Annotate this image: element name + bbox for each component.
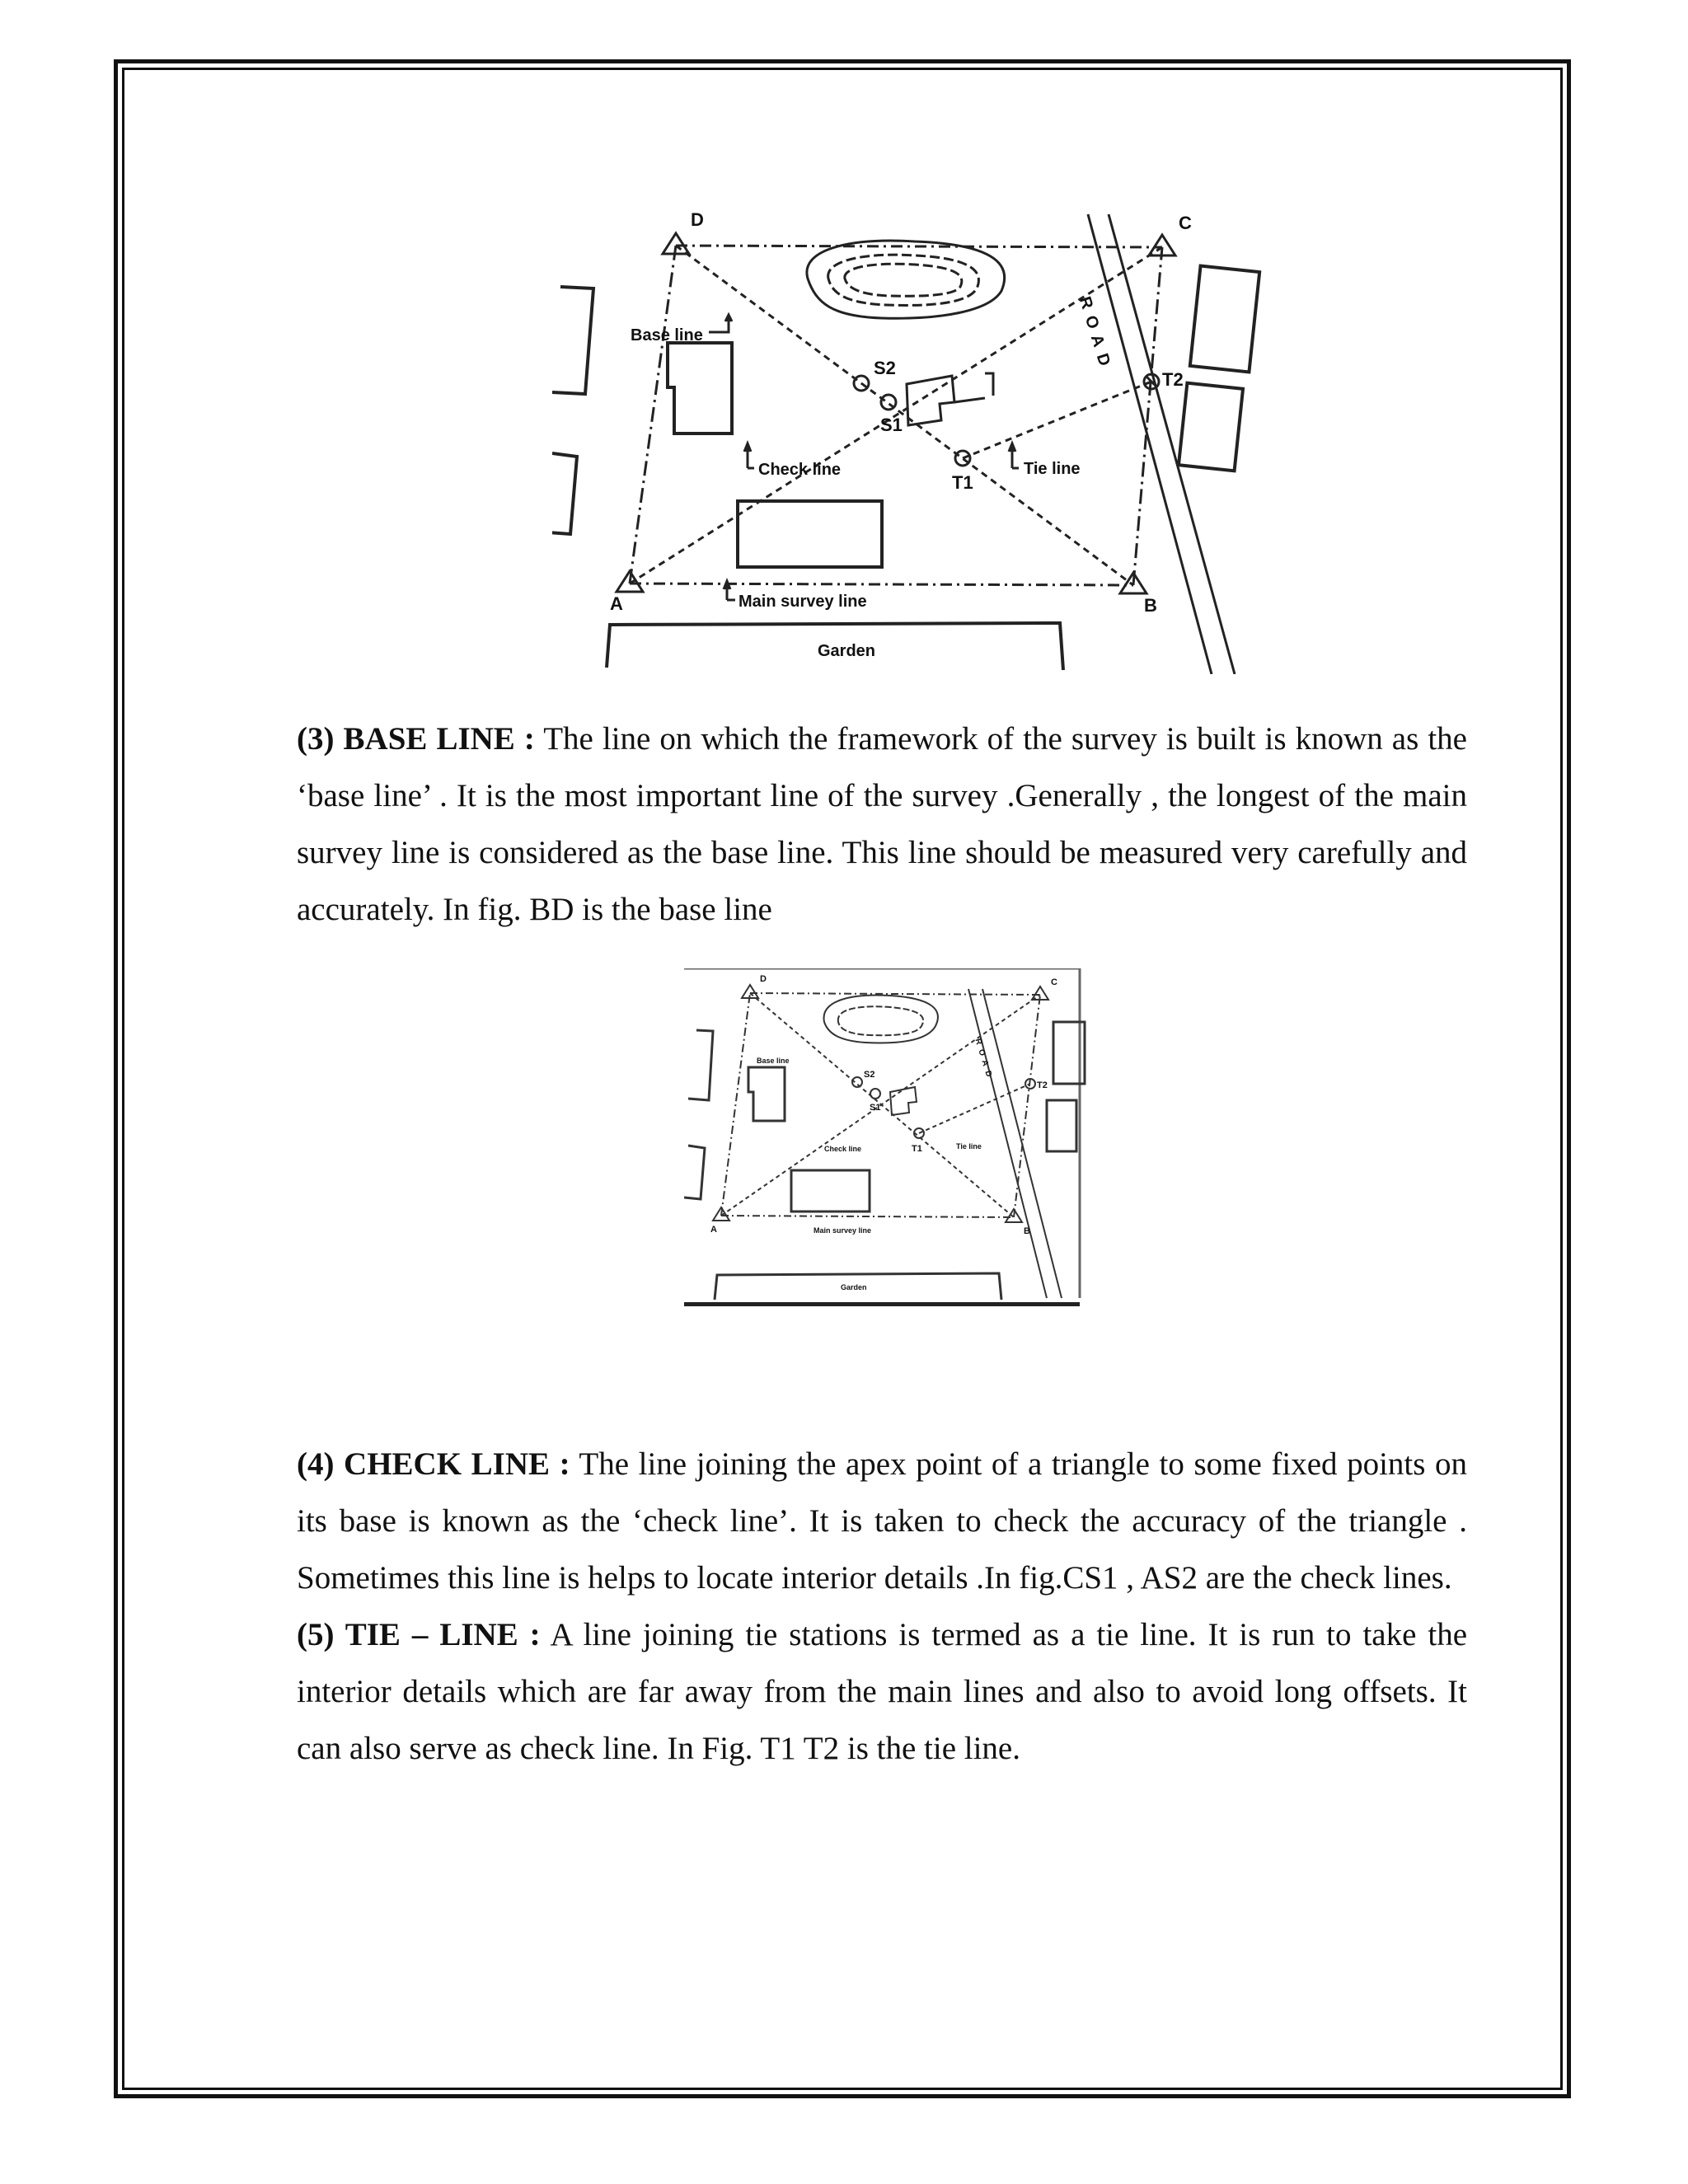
label-tie-line: Tie line [1024, 460, 1081, 478]
label-t1: T1 [952, 472, 973, 493]
building-right-top [1190, 266, 1259, 373]
label-s1: S1 [880, 415, 903, 435]
paragraph-check-line [297, 1436, 1467, 1606]
pond [807, 241, 1005, 318]
label-road-o: O [1081, 313, 1103, 331]
heading-base-line: (3) BASE LINE : [297, 721, 535, 757]
line-db [676, 246, 1133, 585]
text-tie-line: A line joining tie stations is termed as a tie line. It is run to take the interior details which are far away from the main lines and also to avoid long offsets. It can also serve as check line. In Fig. T1 T2 is the tie line. [297, 1617, 1468, 1766]
label-road-a: A [1086, 332, 1109, 349]
heading-tie-line: (5) TIE – LINE : [297, 1617, 541, 1652]
small-label-b: B [1024, 1226, 1030, 1236]
label-garden: Garden [818, 642, 876, 660]
label-check-line: Check line [758, 461, 842, 479]
line-ab [630, 583, 1133, 585]
label-main-survey-line: Main survey line [738, 593, 867, 611]
text-base-line: The line on which the framework of the survey is built is known as the ‘base line’ . It is the most important line of the survey .Generally , the longest of the main survey line is considered as the base line. This line should be measured very carefully and accurately. In fig. BD is the base line [297, 721, 1467, 927]
label-s2: S2 [874, 358, 896, 378]
small-label-garden: Garden [841, 1283, 867, 1291]
small-label-check-line: Check line [824, 1145, 862, 1153]
survey-diagram-large [552, 213, 1278, 674]
label-road-d: D [1092, 351, 1114, 368]
small-label-road-r: R [973, 1038, 983, 1046]
small-label-tie-line: Tie line [956, 1142, 982, 1151]
survey-diagram-small [684, 968, 1096, 1306]
paragraph-tie-line [297, 1606, 1467, 1777]
text-check-line: The line joining the apex point of a triangle to some fixed points on its base is known as the ‘check line’. It is taken to check the accuracy of the triangle . Sometimes this line is helps to locate interior details .In fig.CS1 , AS2 are the check lines. [297, 1446, 1467, 1596]
small-label-main-survey-line: Main survey line [814, 1226, 872, 1235]
small-label-d: D [760, 974, 767, 984]
building-bottom [738, 501, 882, 567]
station-s1 [881, 395, 896, 410]
small-label-road-d: D [982, 1070, 993, 1078]
road-edge-right [1109, 214, 1235, 674]
label-base-line: Base line [631, 326, 703, 344]
small-label-s1: S1 [870, 1103, 881, 1113]
label-road-r: R [1075, 294, 1097, 312]
heading-check-line: (4) CHECK LINE : [297, 1446, 570, 1482]
label-a: A [610, 593, 623, 614]
small-label-road-a: A [979, 1059, 990, 1067]
line-bc [1133, 247, 1162, 585]
small-label-s2: S2 [864, 1070, 875, 1080]
paragraph-base-line [297, 710, 1467, 938]
line-ad [630, 246, 676, 583]
building-left [668, 343, 732, 434]
label-c: C [1179, 213, 1192, 233]
small-label-a: A [710, 1225, 717, 1235]
building-right-bottom [1179, 383, 1243, 471]
line-dc [676, 246, 1162, 247]
line-t1t2 [963, 382, 1151, 458]
label-b: B [1144, 595, 1157, 616]
small-label-t2: T2 [1037, 1080, 1048, 1090]
small-label-road-o: O [976, 1048, 987, 1057]
label-t2: T2 [1162, 369, 1184, 390]
small-label-c: C [1051, 977, 1057, 987]
small-label-t1: T1 [912, 1144, 922, 1154]
small-label-base-line: Base line [757, 1057, 790, 1065]
label-d: D [691, 213, 704, 230]
